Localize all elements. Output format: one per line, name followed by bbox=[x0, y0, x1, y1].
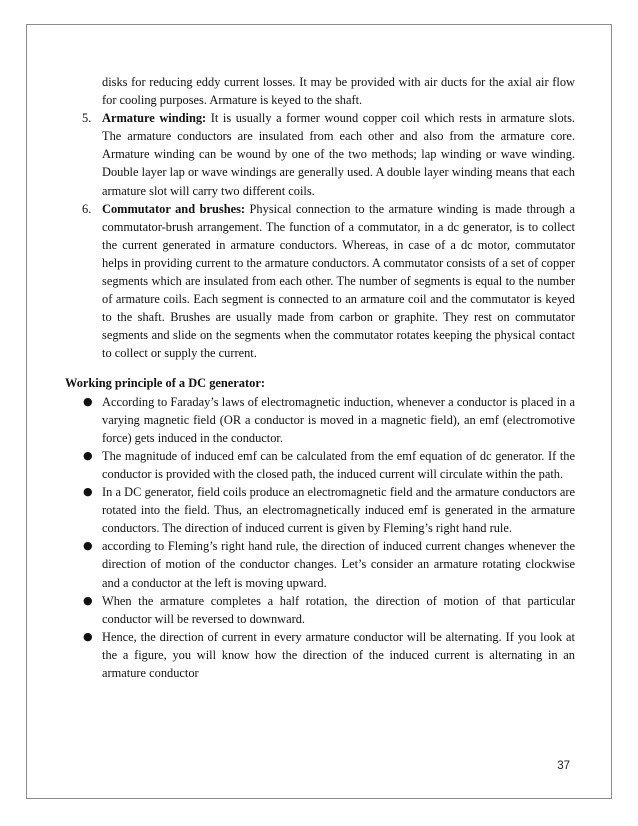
list-item-commutator-brushes bbox=[65, 200, 575, 363]
list-item bbox=[65, 483, 575, 537]
term-commutator-brushes: Commutator and brushes: bbox=[102, 201, 246, 216]
list-item bbox=[65, 592, 575, 628]
bullet-text: When the armature completes a half rotation, the direction of motion of that particular conductor will be reversed to downward. bbox=[102, 593, 575, 626]
list-item bbox=[65, 537, 575, 591]
bullet-text: According to Faraday’s laws of electromagnetic induction, whenever a conductor is placed in a varying magnetic field (OR a conductor is moved in a magnetic field), an emf (electromotive force) gets induced in the conductor. bbox=[102, 394, 575, 445]
document-body bbox=[65, 73, 575, 682]
bullet-text: according to Fleming’s right hand rule, the direction of induced current changes whenever the direction of motion of the conductor changes. Let’s consider an armature rotating clockwise and a conductor at the left is moving upward. bbox=[102, 539, 575, 590]
bullet-list bbox=[65, 393, 575, 683]
bullet-icon: ● bbox=[83, 539, 93, 553]
list-item bbox=[65, 628, 575, 682]
list-number: 5. bbox=[82, 111, 92, 126]
page-number: 37 bbox=[557, 760, 570, 772]
bullet-icon: ● bbox=[83, 448, 93, 462]
description-armature-winding: It is usually a former wound copper coil which rests in armature slots. The armature conductors are insulated from each other and also from the armature core. Armature winding can be wound by one of the two methods; lap winding or wave winding. Double layer lap or wave windings are generally used. A double layer winding means that each armature slot will carry two different coils. bbox=[102, 111, 576, 198]
numbered-list bbox=[65, 109, 575, 362]
bullet-icon: ● bbox=[83, 593, 93, 607]
bullet-text: Hence, the direction of current in every armature conductor will be alternating. If you look at the a figure, you will know how the direction of the induced current is alternating in an armature conductor bbox=[102, 629, 575, 680]
term-armature-winding: Armature winding: bbox=[102, 111, 207, 126]
list-item-armature-winding bbox=[65, 109, 575, 199]
list-item bbox=[65, 393, 575, 447]
list-number: 6. bbox=[82, 201, 92, 216]
continuation-paragraph: disks for reducing eddy current losses. It may be provided with air ducts for the axial air flow for cooling purposes. Armature is keyed to the shaft. bbox=[102, 75, 575, 108]
bullet-icon: ● bbox=[83, 629, 93, 643]
bullet-icon: ● bbox=[83, 485, 93, 499]
bullet-text: In a DC generator, field coils produce an electromagnetic field and the armature conductors are rotated into the field. Thus, an electromagnetically induced emf is generated in the armature conductors. The direction of induced current is given by Fleming’s right hand rule. bbox=[102, 485, 575, 536]
list-item bbox=[65, 447, 575, 483]
bullet-icon: ● bbox=[83, 394, 93, 408]
description-commutator-brushes: Physical connection to the armature winding is made through a commutator-brush arrangement. The function of a commutator, in a dc generator, is to collect the current generated in armature conductors. Whereas, in case of a dc motor, commutator helps in providing current to the armature conductors. A commutator consists of a set of copper segments which are insulated from each other. The number of segments is equal to the number of armature coils. Each segment is connected to an armature coil and the commutator is keyed to the shaft. Brushes are usually made from carbon or graphite. They rest on commutator segments and slide on the segments when the commutator rotates keeping the physical contact to collect or supply the current. bbox=[102, 201, 575, 361]
bullet-text: The magnitude of induced emf can be calculated from the emf equation of dc generator. If the conductor is provided with the closed path, the induced current will circulate within the path. bbox=[102, 448, 575, 481]
section-heading: Working principle of a DC generator: bbox=[65, 375, 265, 390]
